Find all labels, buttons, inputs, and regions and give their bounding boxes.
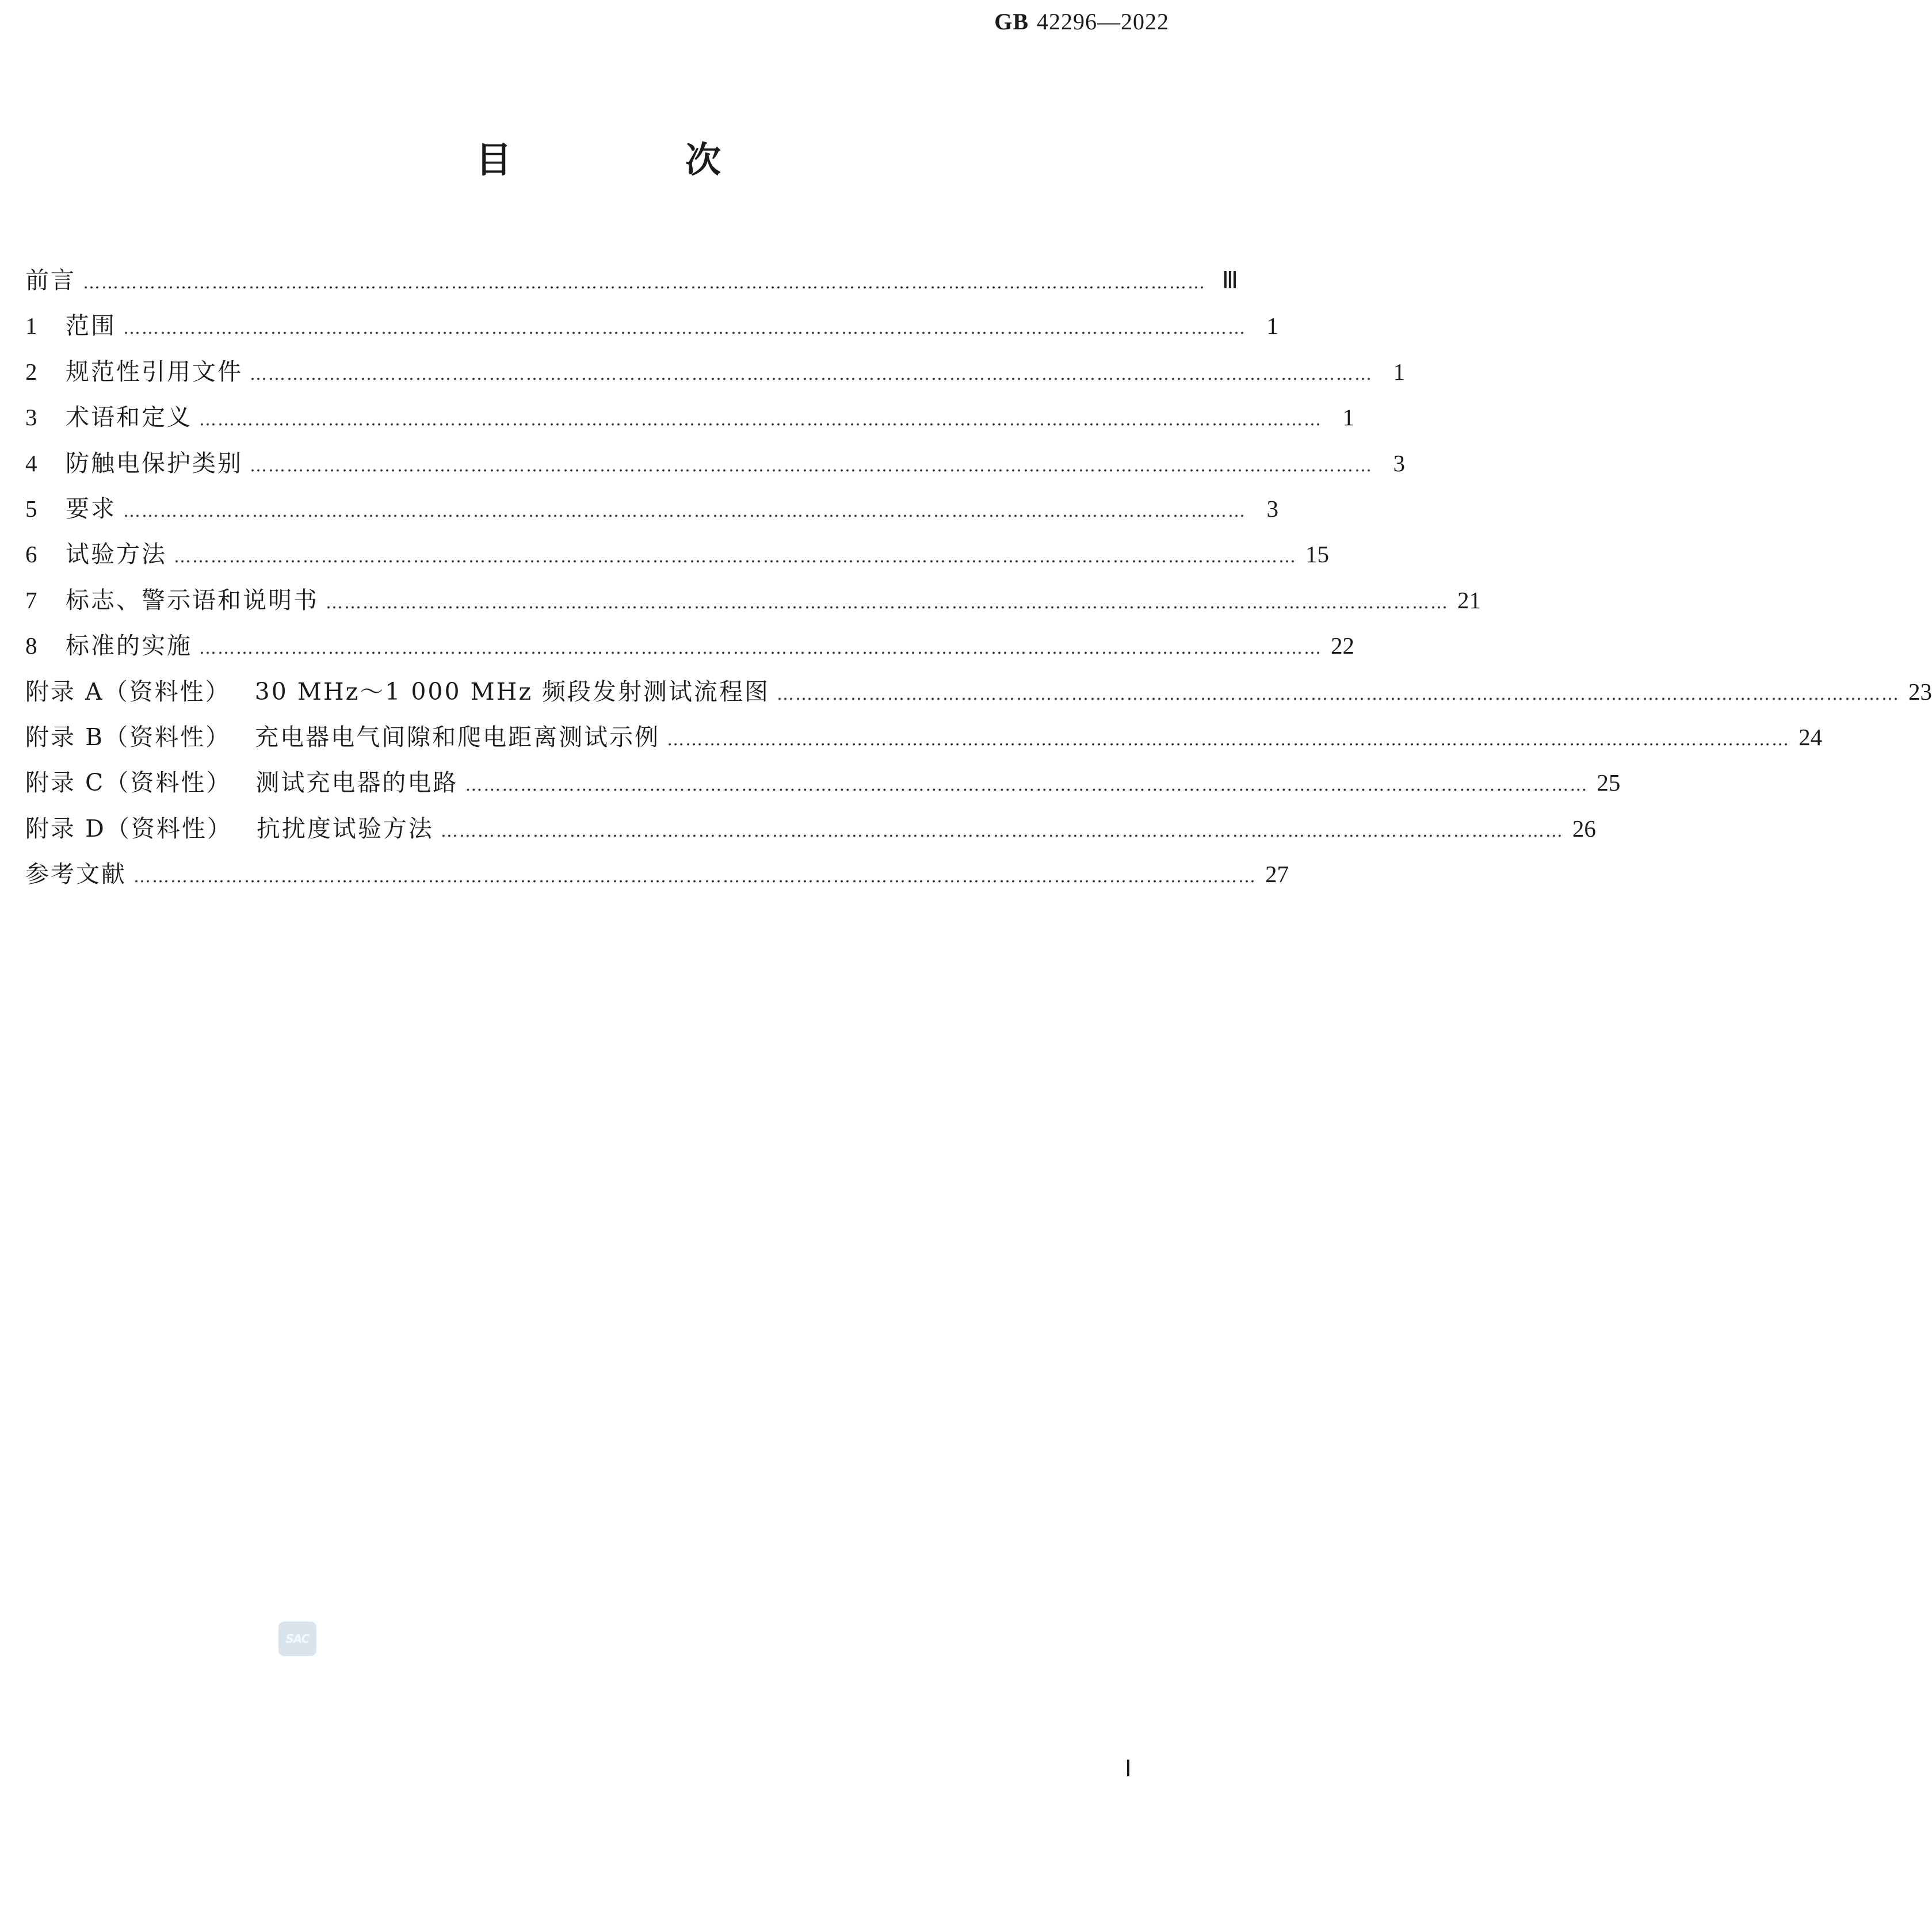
toc-page-number: 1 — [1342, 404, 1354, 431]
toc-leader: ………………………………………………………………………………………………………………………………………………………………… — [326, 592, 1449, 613]
toc-entry-annex-c[interactable] — [25, 760, 1621, 806]
toc-entry-1[interactable] — [25, 303, 1278, 349]
standard-number — [994, 8, 1169, 35]
toc-entry-label: 防触电保护类别 — [66, 449, 243, 477]
toc-leader: ………………………………………………………………………………………………………………………………………………………………… — [667, 729, 1790, 750]
toc-page-number: 25 — [1597, 769, 1621, 796]
toc-entry-number: 1 — [25, 312, 37, 339]
toc-leader: ………………………………………………………………………………………………………………………………………………………………… — [250, 455, 1373, 476]
toc-leader: ………………………………………………………………………………………………………………………………………………………………… — [83, 273, 1206, 293]
toc-leader: ………………………………………………………………………………………………………………………………………………………………… — [133, 867, 1257, 887]
toc-entry-label: 标志、警示语和说明书 — [66, 586, 319, 614]
toc-entry-number: 7 — [25, 586, 37, 613]
toc-page-number: 26 — [1572, 815, 1596, 842]
toc-entry-label: 充电器电气间隙和爬电距离测试示例 — [255, 723, 660, 751]
toc-page-number: 21 — [1457, 586, 1481, 613]
toc-entry-label: 规范性引用文件 — [66, 357, 243, 386]
toc-page-number: 27 — [1265, 861, 1289, 888]
toc-entry-number: 2 — [25, 358, 37, 385]
toc-page-number: 23 — [1908, 678, 1932, 705]
toc-entry-5[interactable] — [25, 486, 1278, 532]
toc-entry-annex-b[interactable] — [25, 715, 1823, 760]
toc-entry-7[interactable] — [25, 578, 1481, 623]
toc-page-number: 22 — [1331, 632, 1354, 659]
toc-entry-6[interactable] — [25, 532, 1329, 577]
toc-entry-8[interactable] — [25, 623, 1354, 669]
toc-entry-number: 5 — [25, 495, 37, 522]
toc-entry-label: 范围 — [66, 312, 116, 340]
toc-page-number: 3 — [1266, 495, 1278, 522]
toc-leader: ………………………………………………………………………………………………………………………………………………………………… — [250, 364, 1373, 384]
toc-leader: ………………………………………………………………………………………………………………………………………………………………… — [776, 684, 1900, 704]
toc-entry-label: 试验方法 — [66, 540, 167, 569]
toc-page-number: 1 — [1393, 358, 1405, 385]
toc-entry-number: 4 — [25, 449, 37, 476]
toc-leader: ………………………………………………………………………………………………………………………………………………………………… — [199, 410, 1322, 430]
toc-leader: ………………………………………………………………………………………………………………………………………………………………… — [440, 821, 1564, 841]
standard-code: 42296—2022 — [1037, 9, 1169, 35]
toc-leader: ………………………………………………………………………………………………………………………………………………………………… — [123, 318, 1246, 339]
toc-page-number: Ⅲ — [1221, 267, 1238, 293]
sac-watermark-logo: SAC — [278, 1622, 316, 1656]
toc-title: 目 次 — [475, 139, 790, 181]
toc-annex-label: 附录 C（资料性） — [25, 769, 232, 797]
toc-leader: ………………………………………………………………………………………………………………………………………………………………… — [465, 775, 1589, 796]
toc-leader: ………………………………………………………………………………………………………………………………………………………………… — [174, 547, 1297, 567]
table-of-contents — [25, 258, 1932, 897]
toc-entry-label: 前言 — [25, 266, 76, 294]
toc-entry-label: 术语和定义 — [66, 403, 192, 432]
toc-annex-label: 附录 A（资料性） — [25, 677, 231, 705]
toc-entry-annex-d[interactable] — [25, 806, 1596, 852]
toc-annex-label: 附录 B（资料性） — [25, 723, 231, 751]
standard-prefix: GB — [994, 9, 1029, 35]
toc-entry-annex-a[interactable] — [25, 669, 1932, 715]
toc-entry-label: 标准的实施 — [66, 632, 192, 660]
toc-leader: ………………………………………………………………………………………………………………………………………………………………… — [199, 638, 1322, 659]
toc-entry-number: 8 — [25, 632, 37, 659]
toc-entry-bibliography[interactable] — [25, 852, 1289, 897]
toc-leader: ………………………………………………………………………………………………………………………………………………………………… — [123, 501, 1246, 521]
toc-entry-label: 测试充电器的电路 — [255, 769, 459, 797]
toc-page-number: 3 — [1393, 449, 1405, 476]
toc-page-number: 24 — [1799, 723, 1823, 750]
toc-entry-number: 3 — [25, 404, 37, 431]
toc-entry-label: 参考文献 — [25, 860, 127, 888]
toc-annex-label: 附录 D（资料性） — [25, 814, 232, 842]
toc-entry-2[interactable] — [25, 349, 1405, 395]
toc-entry-label: 30 MHz～1 000 MHz 频段发射测试流程图 — [254, 677, 770, 705]
toc-entry-3[interactable] — [25, 395, 1354, 440]
toc-page-number: 15 — [1305, 541, 1329, 568]
toc-entry-foreword[interactable] — [25, 258, 1238, 303]
toc-entry-4[interactable] — [25, 441, 1405, 486]
toc-entry-number: 6 — [25, 541, 37, 568]
toc-page-number: 1 — [1266, 312, 1278, 339]
toc-entry-label: 抗扰度试验方法 — [256, 814, 434, 842]
page-number: Ⅰ — [1125, 1756, 1132, 1781]
toc-entry-label: 要求 — [66, 494, 116, 522]
